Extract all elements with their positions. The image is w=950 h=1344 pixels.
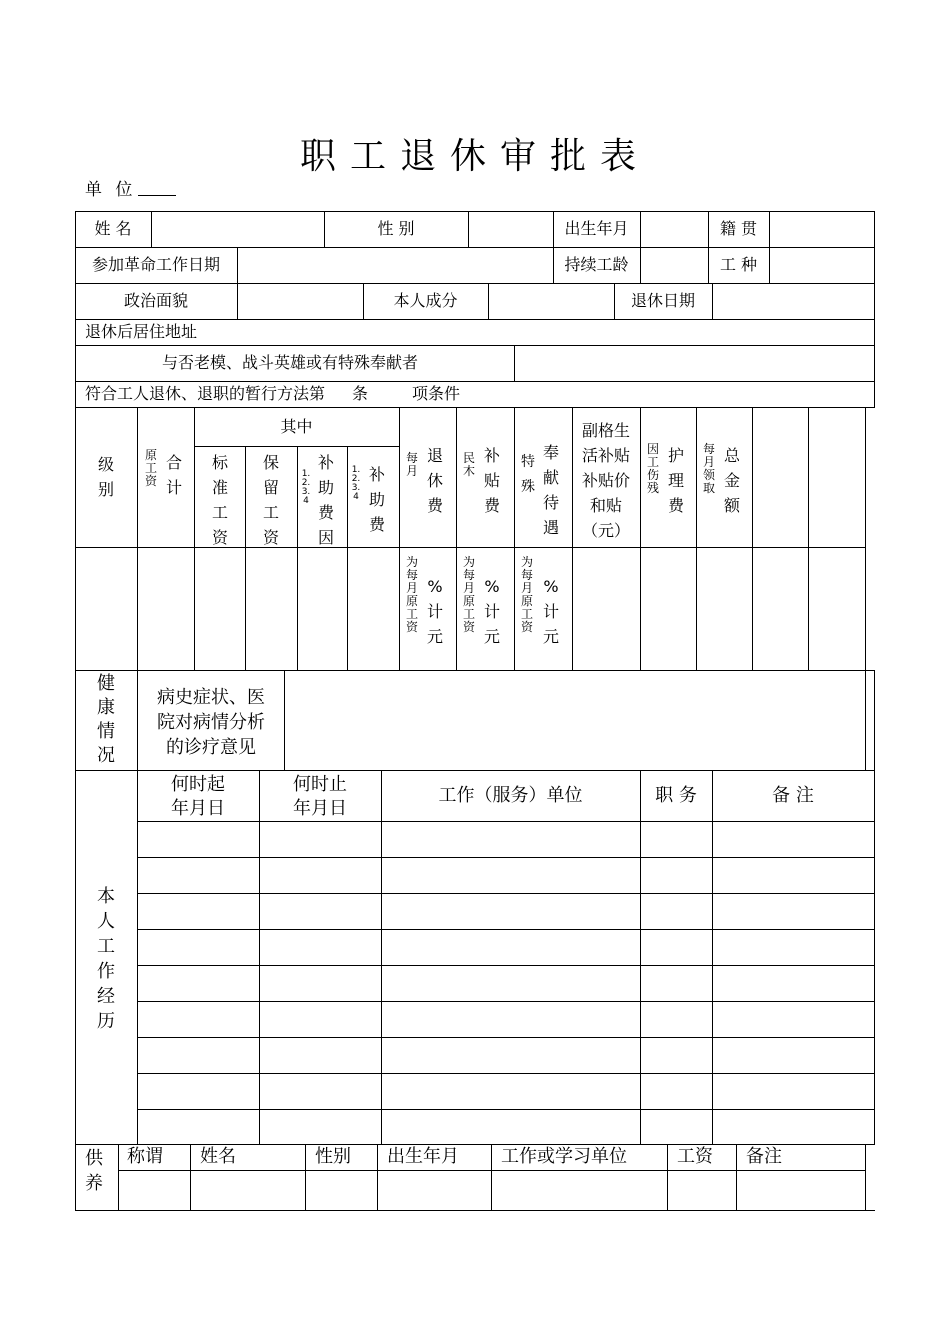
col-dependent-name: 姓名 [200, 1146, 236, 1167]
label-dependents: 供养 [85, 1148, 103, 1194]
label-work-history: 本人工作经历 [97, 886, 115, 1032]
pay-a-note: 为每月原工资 [405, 555, 418, 634]
label-continuous-service: 持续工龄 [564, 255, 629, 274]
label-total-amount: 总金额 [723, 446, 740, 515]
unit-underline [138, 195, 176, 196]
pay-b-note: 为每月原工资 [462, 555, 475, 634]
label-sub-small-b: 1.2.3.4 [351, 465, 361, 502]
label-original-wage: 原工资 [144, 448, 157, 488]
label-model-worker: 与否老模、战斗英雄或有特殊奉献者 [162, 353, 419, 372]
col-dependent-unit: 工作或学习单位 [501, 1146, 627, 1167]
col-note: 备 注 [772, 785, 814, 806]
unit-label: 单 位 [85, 180, 137, 200]
label-of-which: 其中 [280, 417, 313, 436]
col-relation: 称谓 [127, 1146, 163, 1167]
col-to-date: 何时止年月日 [293, 774, 347, 819]
pay-b-percent: %计 元 [483, 577, 500, 646]
page-title: 职工退休审批表 [299, 136, 650, 177]
label-address: 退休后居住地址 [85, 322, 198, 341]
label-subsidy-fee: 补贴费 [483, 446, 500, 515]
label-work-start-date: 参加革命工作日期 [91, 255, 220, 274]
pay-c-note: 为每月原工资 [520, 555, 533, 634]
label-subsidy-a: 补助费因 [317, 453, 334, 547]
label-retire-date: 退休日期 [630, 291, 695, 310]
label-retained-wage: 保留工资 [262, 453, 279, 547]
label-vice-food-subsidy: 副格生活补贴补贴价和贴（元） [581, 421, 630, 540]
label-small-b: 民木 [462, 451, 475, 478]
label-work-injury: 因工伤残 [646, 442, 659, 495]
label-xiang: 项条件 [412, 384, 461, 403]
label-personal-origin: 本人成分 [393, 291, 458, 310]
label-total: 合计 [165, 453, 182, 497]
label-standard-wage: 标准工资 [211, 453, 228, 547]
label-job-type: 工 种 [719, 255, 758, 274]
label-health: 健康情况 [97, 673, 115, 766]
label-birth: 出生年月 [564, 219, 629, 238]
col-work-unit: 工作（服务）单位 [438, 785, 583, 806]
col-dependent-note: 备注 [746, 1146, 782, 1167]
label-contribution: 奉献待遇 [542, 443, 559, 537]
label-gender: 性 别 [377, 219, 415, 238]
label-subsidy-b: 补助费 [368, 465, 385, 534]
col-dependent-wage: 工资 [677, 1146, 713, 1167]
label-monthly-a: 每月 [405, 451, 418, 478]
label-care-fee: 护理费 [667, 446, 684, 515]
label-health-desc: 病史症状、医院对病情分析的诊疗意见 [157, 687, 265, 758]
col-dependent-gender: 性别 [315, 1146, 351, 1167]
pay-a-percent: %计 元 [426, 577, 443, 646]
col-post: 职 务 [655, 785, 697, 806]
label-name: 姓 名 [94, 219, 132, 238]
label-retirement-fee: 退休费 [426, 446, 443, 515]
label-tiao: 条 [352, 384, 369, 403]
label-conditions: 符合工人退休、退职的暂行方法第 [85, 384, 326, 403]
label-sub-small-a: 1.2.3.4 [301, 469, 311, 506]
label-monthly-receive: 每月领取 [702, 442, 715, 495]
pay-c-percent: %计 元 [542, 577, 559, 646]
label-special: 特殊 [521, 454, 535, 495]
label-level: 级别 [97, 455, 114, 499]
label-political-status: 政治面貌 [123, 291, 188, 310]
col-dependent-birth: 出生年月 [387, 1146, 459, 1167]
col-from-date: 何时起年月日 [171, 774, 225, 819]
label-native-place: 籍 贯 [719, 219, 758, 238]
